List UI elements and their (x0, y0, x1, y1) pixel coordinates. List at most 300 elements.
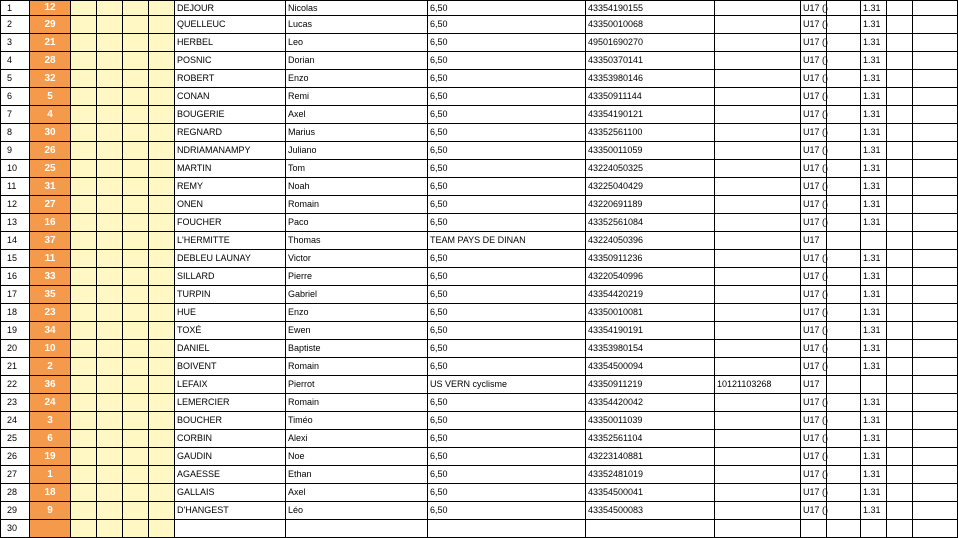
category-cell[interactable]: U17 () (801, 52, 827, 70)
empty-cell[interactable] (827, 304, 861, 322)
row-number-cell[interactable]: 25 (1, 430, 30, 448)
license2-cell[interactable] (715, 70, 801, 88)
license2-cell[interactable] (715, 466, 801, 484)
row-number-cell[interactable]: 28 (1, 484, 30, 502)
firstname-cell[interactable]: Nicolas (286, 1, 428, 16)
empty-cell[interactable] (913, 322, 958, 340)
empty-cell[interactable] (913, 16, 958, 34)
license-cell[interactable]: 43353980154 (586, 340, 715, 358)
row-number-cell[interactable]: 5 (1, 70, 30, 88)
empty-cell[interactable] (887, 142, 913, 160)
club-cell[interactable]: 6,50 (428, 88, 586, 106)
empty-cell[interactable] (123, 358, 149, 376)
dossard-cell[interactable] (30, 520, 71, 538)
category-cell[interactable]: U17 () (801, 1, 827, 16)
license-cell[interactable]: 43354500041 (586, 484, 715, 502)
license2-cell[interactable] (715, 1, 801, 16)
lastname-cell[interactable]: TOXÉ (175, 322, 286, 340)
lastname-cell[interactable]: LEFAIX (175, 376, 286, 394)
empty-cell[interactable] (97, 214, 123, 232)
firstname-cell[interactable]: Enzo (286, 70, 428, 88)
category-cell[interactable]: U17 () (801, 70, 827, 88)
empty-cell[interactable] (913, 430, 958, 448)
category-cell[interactable]: U17 () (801, 268, 827, 286)
dossard-cell[interactable]: 37 (30, 232, 71, 250)
row-number-cell[interactable]: 18 (1, 304, 30, 322)
category-cell[interactable]: U17 () (801, 34, 827, 52)
empty-cell[interactable] (887, 268, 913, 286)
club-cell[interactable]: 6,50 (428, 322, 586, 340)
empty-cell[interactable] (97, 70, 123, 88)
license-cell[interactable]: 43354190155 (586, 1, 715, 16)
lastname-cell[interactable]: GALLAIS (175, 484, 286, 502)
empty-cell[interactable] (827, 196, 861, 214)
empty-cell[interactable] (71, 88, 97, 106)
empty-cell[interactable] (149, 232, 175, 250)
empty-cell[interactable] (913, 304, 958, 322)
club-cell[interactable]: 6,50 (428, 142, 586, 160)
empty-cell[interactable] (913, 1, 958, 16)
license-cell[interactable]: 43352481019 (586, 466, 715, 484)
firstname-cell[interactable]: Lucas (286, 16, 428, 34)
empty-cell[interactable] (887, 376, 913, 394)
license2-cell[interactable] (715, 52, 801, 70)
empty-cell[interactable] (123, 16, 149, 34)
firstname-cell[interactable] (286, 520, 428, 538)
club-cell[interactable]: 6,50 (428, 106, 586, 124)
firstname-cell[interactable]: Romain (286, 394, 428, 412)
empty-cell[interactable] (887, 52, 913, 70)
lastname-cell[interactable] (175, 520, 286, 538)
empty-cell[interactable] (123, 376, 149, 394)
row-number-cell[interactable]: 6 (1, 88, 30, 106)
empty-cell[interactable] (887, 484, 913, 502)
firstname-cell[interactable]: Tom (286, 160, 428, 178)
lastname-cell[interactable]: MARTIN (175, 160, 286, 178)
lastname-cell[interactable]: LEMERCIER (175, 394, 286, 412)
dossard-cell[interactable]: 25 (30, 160, 71, 178)
empty-cell[interactable] (887, 124, 913, 142)
points-cell[interactable]: 1.31 (861, 358, 887, 376)
club-cell[interactable]: 6,50 (428, 70, 586, 88)
dossard-cell[interactable]: 5 (30, 88, 71, 106)
license2-cell[interactable] (715, 394, 801, 412)
empty-cell[interactable] (123, 340, 149, 358)
empty-cell[interactable] (887, 394, 913, 412)
dossard-cell[interactable]: 24 (30, 394, 71, 412)
club-cell[interactable]: 6,50 (428, 304, 586, 322)
empty-cell[interactable] (887, 1, 913, 16)
license-cell[interactable]: 43352561100 (586, 124, 715, 142)
dossard-cell[interactable]: 21 (30, 34, 71, 52)
empty-cell[interactable] (149, 322, 175, 340)
lastname-cell[interactable]: BOUCHER (175, 412, 286, 430)
license-cell[interactable]: 43350010081 (586, 304, 715, 322)
row-number-cell[interactable]: 8 (1, 124, 30, 142)
category-cell[interactable]: U17 () (801, 448, 827, 466)
empty-cell[interactable] (123, 466, 149, 484)
club-cell[interactable]: 6,50 (428, 412, 586, 430)
empty-cell[interactable] (887, 70, 913, 88)
firstname-cell[interactable]: Axel (286, 484, 428, 502)
category-cell[interactable]: U17 (801, 376, 827, 394)
license-cell[interactable]: 43352561084 (586, 214, 715, 232)
row-number-cell[interactable]: 2 (1, 16, 30, 34)
license-cell[interactable]: 43223140881 (586, 448, 715, 466)
license-cell[interactable]: 43224050325 (586, 160, 715, 178)
empty-cell[interactable] (97, 430, 123, 448)
lastname-cell[interactable]: POSNIC (175, 52, 286, 70)
firstname-cell[interactable]: Gabriel (286, 286, 428, 304)
empty-cell[interactable] (97, 196, 123, 214)
license-cell[interactable]: 49501690270 (586, 34, 715, 52)
firstname-cell[interactable]: Juliano (286, 142, 428, 160)
category-cell[interactable]: U17 () (801, 304, 827, 322)
empty-cell[interactable] (71, 448, 97, 466)
empty-cell[interactable] (97, 160, 123, 178)
dossard-cell[interactable]: 11 (30, 250, 71, 268)
firstname-cell[interactable]: Noah (286, 178, 428, 196)
firstname-cell[interactable]: Leo (286, 34, 428, 52)
empty-cell[interactable] (827, 484, 861, 502)
club-cell[interactable]: 6,50 (428, 466, 586, 484)
dossard-cell[interactable]: 19 (30, 448, 71, 466)
dossard-cell[interactable]: 4 (30, 106, 71, 124)
empty-cell[interactable] (887, 502, 913, 520)
empty-cell[interactable] (913, 106, 958, 124)
empty-cell[interactable] (827, 16, 861, 34)
license-cell[interactable]: 43350010068 (586, 16, 715, 34)
firstname-cell[interactable]: Romain (286, 196, 428, 214)
empty-cell[interactable] (71, 250, 97, 268)
empty-cell[interactable] (97, 322, 123, 340)
empty-cell[interactable] (913, 34, 958, 52)
empty-cell[interactable] (123, 142, 149, 160)
empty-cell[interactable] (149, 160, 175, 178)
empty-cell[interactable] (149, 142, 175, 160)
license-cell[interactable]: 43225040429 (586, 178, 715, 196)
license-cell[interactable]: 43352561104 (586, 430, 715, 448)
club-cell[interactable]: 6,50 (428, 52, 586, 70)
empty-cell[interactable] (913, 520, 958, 538)
empty-cell[interactable] (123, 484, 149, 502)
dossard-cell[interactable]: 2 (30, 358, 71, 376)
points-cell[interactable]: 1.31 (861, 322, 887, 340)
empty-cell[interactable] (827, 412, 861, 430)
club-cell[interactable]: 6,50 (428, 214, 586, 232)
empty-cell[interactable] (887, 340, 913, 358)
empty-cell[interactable] (149, 34, 175, 52)
empty-cell[interactable] (913, 52, 958, 70)
empty-cell[interactable] (887, 286, 913, 304)
row-number-cell[interactable]: 30 (1, 520, 30, 538)
license-cell[interactable]: 43350011059 (586, 142, 715, 160)
empty-cell[interactable] (97, 394, 123, 412)
points-cell[interactable]: 1.31 (861, 466, 887, 484)
category-cell[interactable]: U17 () (801, 124, 827, 142)
dossard-cell[interactable]: 35 (30, 286, 71, 304)
row-number-cell[interactable]: 16 (1, 268, 30, 286)
license-cell[interactable]: 43354420042 (586, 394, 715, 412)
empty-cell[interactable] (913, 376, 958, 394)
empty-cell[interactable] (827, 448, 861, 466)
empty-cell[interactable] (149, 268, 175, 286)
empty-cell[interactable] (97, 358, 123, 376)
empty-cell[interactable] (913, 232, 958, 250)
dossard-cell[interactable]: 34 (30, 322, 71, 340)
lastname-cell[interactable]: DEJOUR (175, 1, 286, 16)
points-cell[interactable]: 1.31 (861, 1, 887, 16)
empty-cell[interactable] (913, 178, 958, 196)
lastname-cell[interactable]: BOUGERIE (175, 106, 286, 124)
points-cell[interactable]: 1.31 (861, 88, 887, 106)
firstname-cell[interactable]: Victor (286, 250, 428, 268)
empty-cell[interactable] (123, 448, 149, 466)
lastname-cell[interactable]: FOUCHER (175, 214, 286, 232)
category-cell[interactable]: U17 () (801, 430, 827, 448)
points-cell[interactable]: 1.31 (861, 448, 887, 466)
empty-cell[interactable] (887, 466, 913, 484)
license2-cell[interactable] (715, 178, 801, 196)
empty-cell[interactable] (71, 16, 97, 34)
points-cell[interactable]: 1.31 (861, 340, 887, 358)
points-cell[interactable]: 1.31 (861, 178, 887, 196)
empty-cell[interactable] (149, 304, 175, 322)
license-cell[interactable]: 43224050396 (586, 232, 715, 250)
dossard-cell[interactable]: 23 (30, 304, 71, 322)
empty-cell[interactable] (827, 358, 861, 376)
points-cell[interactable]: 1.31 (861, 484, 887, 502)
empty-cell[interactable] (913, 358, 958, 376)
empty-cell[interactable] (887, 520, 913, 538)
row-number-cell[interactable]: 21 (1, 358, 30, 376)
empty-cell[interactable] (149, 250, 175, 268)
license-cell[interactable]: 43354190191 (586, 322, 715, 340)
empty-cell[interactable] (71, 466, 97, 484)
empty-cell[interactable] (887, 34, 913, 52)
firstname-cell[interactable]: Axel (286, 106, 428, 124)
empty-cell[interactable] (123, 268, 149, 286)
dossard-cell[interactable]: 9 (30, 502, 71, 520)
club-cell[interactable]: 6,50 (428, 358, 586, 376)
empty-cell[interactable] (149, 520, 175, 538)
dossard-cell[interactable]: 29 (30, 16, 71, 34)
license2-cell[interactable] (715, 286, 801, 304)
category-cell[interactable]: U17 () (801, 502, 827, 520)
empty-cell[interactable] (71, 178, 97, 196)
points-cell[interactable]: 1.31 (861, 70, 887, 88)
empty-cell[interactable] (913, 484, 958, 502)
empty-cell[interactable] (913, 466, 958, 484)
license2-cell[interactable] (715, 358, 801, 376)
dossard-cell[interactable]: 27 (30, 196, 71, 214)
empty-cell[interactable] (827, 52, 861, 70)
license2-cell[interactable] (715, 520, 801, 538)
empty-cell[interactable] (123, 286, 149, 304)
empty-cell[interactable] (149, 196, 175, 214)
empty-cell[interactable] (827, 142, 861, 160)
category-cell[interactable]: U17 () (801, 160, 827, 178)
empty-cell[interactable] (71, 430, 97, 448)
lastname-cell[interactable]: AGAESSE (175, 466, 286, 484)
row-number-cell[interactable]: 23 (1, 394, 30, 412)
firstname-cell[interactable]: Pierre (286, 268, 428, 286)
row-number-cell[interactable]: 24 (1, 412, 30, 430)
empty-cell[interactable] (827, 286, 861, 304)
category-cell[interactable]: U17 () (801, 394, 827, 412)
empty-cell[interactable] (827, 520, 861, 538)
license-cell[interactable] (586, 520, 715, 538)
empty-cell[interactable] (827, 376, 861, 394)
row-number-cell[interactable]: 20 (1, 340, 30, 358)
category-cell[interactable]: U17 () (801, 178, 827, 196)
license2-cell[interactable] (715, 250, 801, 268)
empty-cell[interactable] (71, 340, 97, 358)
empty-cell[interactable] (97, 124, 123, 142)
empty-cell[interactable] (149, 88, 175, 106)
row-number-cell[interactable]: 12 (1, 196, 30, 214)
empty-cell[interactable] (827, 430, 861, 448)
firstname-cell[interactable]: Ethan (286, 466, 428, 484)
club-cell[interactable] (428, 520, 586, 538)
club-cell[interactable]: 6,50 (428, 394, 586, 412)
empty-cell[interactable] (887, 430, 913, 448)
license2-cell[interactable] (715, 16, 801, 34)
empty-cell[interactable] (827, 250, 861, 268)
empty-cell[interactable] (97, 1, 123, 16)
firstname-cell[interactable]: Baptiste (286, 340, 428, 358)
empty-cell[interactable] (827, 394, 861, 412)
empty-cell[interactable] (71, 394, 97, 412)
empty-cell[interactable] (149, 358, 175, 376)
dossard-cell[interactable]: 10 (30, 340, 71, 358)
empty-cell[interactable] (149, 286, 175, 304)
empty-cell[interactable] (887, 178, 913, 196)
lastname-cell[interactable]: HUE (175, 304, 286, 322)
empty-cell[interactable] (97, 520, 123, 538)
empty-cell[interactable] (123, 502, 149, 520)
license-cell[interactable]: 43353980146 (586, 70, 715, 88)
license2-cell[interactable] (715, 484, 801, 502)
empty-cell[interactable] (123, 178, 149, 196)
empty-cell[interactable] (97, 142, 123, 160)
lastname-cell[interactable]: L'HERMITTE (175, 232, 286, 250)
dossard-cell[interactable]: 6 (30, 430, 71, 448)
dossard-cell[interactable]: 18 (30, 484, 71, 502)
club-cell[interactable]: 6,50 (428, 1, 586, 16)
dossard-cell[interactable]: 12 (30, 1, 71, 16)
empty-cell[interactable] (149, 178, 175, 196)
empty-cell[interactable] (123, 70, 149, 88)
empty-cell[interactable] (123, 124, 149, 142)
empty-cell[interactable] (123, 322, 149, 340)
dossard-cell[interactable]: 32 (30, 70, 71, 88)
empty-cell[interactable] (71, 322, 97, 340)
empty-cell[interactable] (123, 430, 149, 448)
lastname-cell[interactable]: DANIEL (175, 340, 286, 358)
empty-cell[interactable] (71, 106, 97, 124)
empty-cell[interactable] (97, 232, 123, 250)
points-cell[interactable]: 1.31 (861, 430, 887, 448)
empty-cell[interactable] (71, 286, 97, 304)
license2-cell[interactable] (715, 106, 801, 124)
empty-cell[interactable] (827, 214, 861, 232)
category-cell[interactable]: U17 () (801, 250, 827, 268)
empty-cell[interactable] (827, 34, 861, 52)
empty-cell[interactable] (827, 160, 861, 178)
row-number-cell[interactable]: 3 (1, 34, 30, 52)
empty-cell[interactable] (71, 34, 97, 52)
firstname-cell[interactable]: Thomas (286, 232, 428, 250)
license-cell[interactable]: 43220540996 (586, 268, 715, 286)
empty-cell[interactable] (149, 394, 175, 412)
points-cell[interactable] (861, 520, 887, 538)
firstname-cell[interactable]: Pierrot (286, 376, 428, 394)
points-cell[interactable]: 1.31 (861, 502, 887, 520)
category-cell[interactable] (801, 520, 827, 538)
points-cell[interactable] (861, 232, 887, 250)
row-number-cell[interactable]: 7 (1, 106, 30, 124)
empty-cell[interactable] (149, 466, 175, 484)
empty-cell[interactable] (827, 502, 861, 520)
club-cell[interactable]: 6,50 (428, 124, 586, 142)
lastname-cell[interactable]: QUELLEUC (175, 16, 286, 34)
license-cell[interactable]: 43354500083 (586, 502, 715, 520)
empty-cell[interactable] (913, 502, 958, 520)
empty-cell[interactable] (71, 1, 97, 16)
points-cell[interactable]: 1.31 (861, 304, 887, 322)
empty-cell[interactable] (887, 322, 913, 340)
firstname-cell[interactable]: Ewen (286, 322, 428, 340)
lastname-cell[interactable]: ROBERT (175, 70, 286, 88)
empty-cell[interactable] (123, 106, 149, 124)
empty-cell[interactable] (827, 124, 861, 142)
empty-cell[interactable] (97, 448, 123, 466)
license-cell[interactable]: 43220691189 (586, 196, 715, 214)
club-cell[interactable]: 6,50 (428, 484, 586, 502)
dossard-cell[interactable]: 16 (30, 214, 71, 232)
empty-cell[interactable] (71, 484, 97, 502)
empty-cell[interactable] (887, 88, 913, 106)
dossard-cell[interactable]: 1 (30, 466, 71, 484)
club-cell[interactable]: 6,50 (428, 502, 586, 520)
license2-cell[interactable] (715, 124, 801, 142)
points-cell[interactable] (861, 376, 887, 394)
points-cell[interactable]: 1.31 (861, 214, 887, 232)
row-number-cell[interactable]: 17 (1, 286, 30, 304)
empty-cell[interactable] (827, 178, 861, 196)
empty-cell[interactable] (887, 160, 913, 178)
firstname-cell[interactable]: Léo (286, 502, 428, 520)
license-cell[interactable]: 43354420219 (586, 286, 715, 304)
empty-cell[interactable] (149, 106, 175, 124)
empty-cell[interactable] (71, 268, 97, 286)
empty-cell[interactable] (71, 196, 97, 214)
lastname-cell[interactable]: DEBLEU LAUNAY (175, 250, 286, 268)
empty-cell[interactable] (913, 286, 958, 304)
row-number-cell[interactable]: 26 (1, 448, 30, 466)
category-cell[interactable]: U17 () (801, 88, 827, 106)
empty-cell[interactable] (97, 88, 123, 106)
empty-cell[interactable] (71, 232, 97, 250)
empty-cell[interactable] (97, 376, 123, 394)
category-cell[interactable]: U17 () (801, 322, 827, 340)
empty-cell[interactable] (71, 160, 97, 178)
row-number-cell[interactable]: 29 (1, 502, 30, 520)
club-cell[interactable]: 6,50 (428, 34, 586, 52)
empty-cell[interactable] (149, 484, 175, 502)
row-number-cell[interactable]: 11 (1, 178, 30, 196)
